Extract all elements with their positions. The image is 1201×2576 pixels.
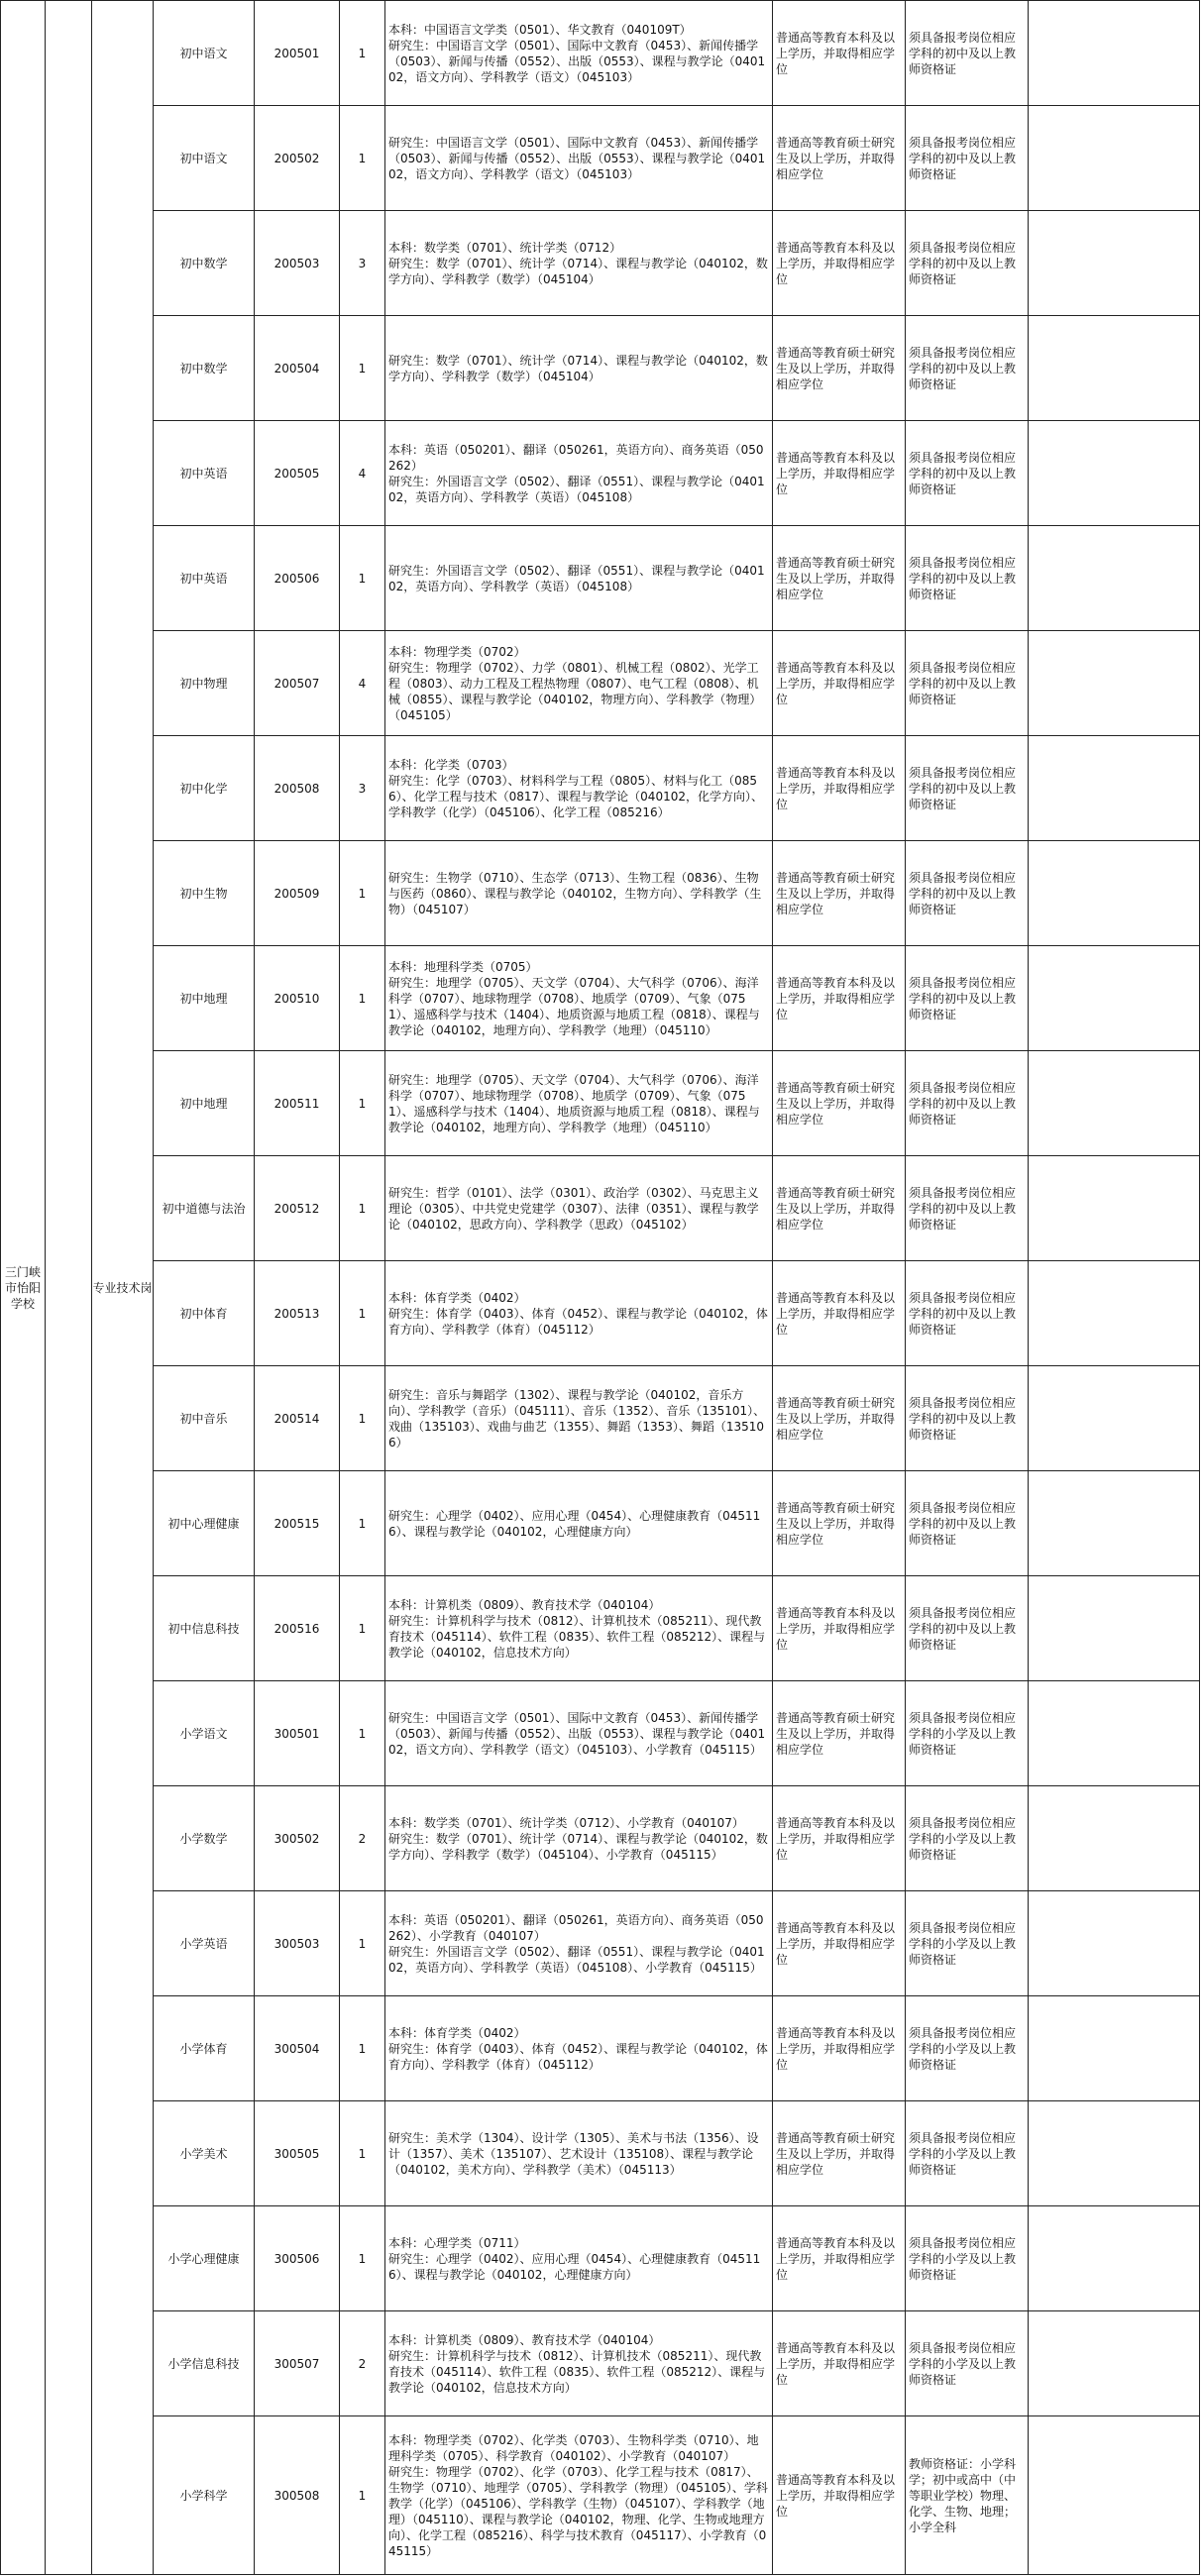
remarks-cell (1029, 316, 1200, 421)
table-row (1, 1366, 1200, 1471)
table-row (1, 421, 1200, 526)
major-requirement-cell: 本科：英语（050201）、翻译（050261，英语方向）、商务英语（050262） 研究生：外国语言文学（0502）、翻译（0551）、课程与教学论（040102，英语方向）、学科教学（英语）（045108） (385, 421, 773, 526)
table-row (1, 2416, 1200, 2575)
education-requirement-cell: 普通高等教育本科及以上学历，并取得相应学位 (773, 2311, 906, 2416)
education-requirement-cell: 普通高等教育硕士研究生及以上学历，并取得相应学位 (773, 106, 906, 211)
subject-cell: 小学英语 (154, 1891, 255, 1996)
post-code-cell: 300508 (255, 2416, 340, 2575)
education-requirement-cell: 普通高等教育硕士研究生及以上学历，并取得相应学位 (773, 1366, 906, 1471)
post-code-cell: 300504 (255, 1996, 340, 2101)
subject-cell: 小学数学 (154, 1786, 255, 1891)
subject-cell: 小学体育 (154, 1996, 255, 2101)
education-requirement-cell: 普通高等教育硕士研究生及以上学历，并取得相应学位 (773, 2101, 906, 2206)
other-requirement-cell: 须具备报考岗位相应学科的初中及以上教师资格证 (906, 736, 1029, 841)
post-code-cell: 200502 (255, 106, 340, 211)
major-requirement-cell: 研究生：中国语言文学（0501）、国际中文教育（0453）、新闻传播学（0503）、新闻与传播（0552）、出版（0553）、课程与教学论（040102，语文方向）、学科教学（语文）（045103） (385, 106, 773, 211)
post-code-cell: 300506 (255, 2206, 340, 2311)
other-requirement-cell: 须具备报考岗位相应学科的初中及以上教师资格证 (906, 1051, 1029, 1156)
post-code-cell: 200506 (255, 526, 340, 631)
headcount-cell: 1 (340, 1156, 385, 1261)
subject-cell: 小学科学 (154, 2416, 255, 2575)
remarks-cell (1029, 1051, 1200, 1156)
major-requirement-cell: 本科：数学类（0701）、统计学类（0712）、小学教育（040107） 研究生：数学（0701）、统计学（0714）、课程与教学论（040102，数学方向）、学科教学（数学）（045104）、小学教育（045115） (385, 1786, 773, 1891)
headcount-cell: 2 (340, 2311, 385, 2416)
headcount-cell: 1 (340, 841, 385, 946)
blank-cell (46, 1, 92, 2575)
other-requirement-cell: 须具备报考岗位相应学科的小学及以上教师资格证 (906, 2311, 1029, 2416)
subject-cell: 小学心理健康 (154, 2206, 255, 2311)
remarks-cell (1029, 421, 1200, 526)
remarks-cell (1029, 841, 1200, 946)
major-requirement-cell: 研究生：中国语言文学（0501）、国际中文教育（0453）、新闻传播学（0503）、新闻与传播（0552）、出版（0553）、课程与教学论（040102，语文方向）、学科教学（语文）（045103）、小学教育（045115） (385, 1681, 773, 1786)
table-row (1, 2311, 1200, 2416)
other-requirement-cell: 须具备报考岗位相应学科的初中及以上教师资格证 (906, 1156, 1029, 1261)
table-row (1, 1471, 1200, 1576)
remarks-cell (1029, 1786, 1200, 1891)
post-code-cell: 300507 (255, 2311, 340, 2416)
remarks-cell (1029, 1, 1200, 106)
headcount-cell: 1 (340, 106, 385, 211)
table-row (1, 526, 1200, 631)
remarks-cell (1029, 106, 1200, 211)
education-requirement-cell: 普通高等教育本科及以上学历，并取得相应学位 (773, 946, 906, 1051)
major-requirement-cell: 本科：体育学类（0402） 研究生：体育学（0403）、体育（0452）、课程与教学论（040102，体育方向）、学科教学（体育）（045112） (385, 1996, 773, 2101)
other-requirement-cell: 须具备报考岗位相应学科的小学及以上教师资格证 (906, 1996, 1029, 2101)
subject-cell: 初中体育 (154, 1261, 255, 1366)
major-requirement-cell: 本科：计算机类（0809）、教育技术学（040104） 研究生：计算机科学与技术（0812）、计算机技术（085211）、现代教育技术（045114）、软件工程（0835）、软件工程（085212）、课程与教学论（040102，信息技术方向） (385, 1576, 773, 1681)
other-requirement-cell: 须具备报考岗位相应学科的初中及以上教师资格证 (906, 106, 1029, 211)
post-code-cell: 300502 (255, 1786, 340, 1891)
major-requirement-cell: 本科：化学类（0703） 研究生：化学（0703）、材料科学与工程（0805）、材料与化工（0856）、化学工程与技术（0817）、课程与教学论（040102，化学方向）、学科教学（化学）（045106）、化学工程（085216） (385, 736, 773, 841)
education-requirement-cell: 普通高等教育本科及以上学历，并取得相应学位 (773, 736, 906, 841)
education-requirement-cell: 普通高等教育本科及以上学历，并取得相应学位 (773, 1261, 906, 1366)
table-row (1, 1996, 1200, 2101)
post-code-cell: 200509 (255, 841, 340, 946)
subject-cell: 小学语文 (154, 1681, 255, 1786)
headcount-cell: 4 (340, 631, 385, 736)
education-requirement-cell: 普通高等教育本科及以上学历，并取得相应学位 (773, 2206, 906, 2311)
major-requirement-cell: 本科：计算机类（0809）、教育技术学（040104） 研究生：计算机科学与技术（0812）、计算机技术（085211）、现代教育技术（045114）、软件工程（0835）、软件工程（085212）、课程与教学论（040102，信息技术方向） (385, 2311, 773, 2416)
major-requirement-cell: 研究生：外国语言文学（0502）、翻译（0551）、课程与教学论（040102，英语方向）、学科教学（英语）（045108） (385, 526, 773, 631)
major-requirement-cell: 研究生：地理学（0705）、天文学（0704）、大气科学（0706）、海洋科学（0707）、地球物理学（0708）、地质学（0709）、气象（0751）、遥感科学与技术（1404）、地质资源与地质工程（0818）、课程与教学论（040102，地理方向）、学科教学（地理）（045110） (385, 1051, 773, 1156)
headcount-cell: 1 (340, 2206, 385, 2311)
other-requirement-cell: 须具备报考岗位相应学科的小学及以上教师资格证 (906, 2206, 1029, 2311)
subject-cell: 初中道德与法治 (154, 1156, 255, 1261)
headcount-cell: 1 (340, 1, 385, 106)
other-requirement-cell: 须具备报考岗位相应学科的初中及以上教师资格证 (906, 946, 1029, 1051)
unit-name-cell: 三门峡市怡阳学校 (1, 1, 46, 2575)
other-requirement-cell: 须具备报考岗位相应学科的初中及以上教师资格证 (906, 631, 1029, 736)
post-code-cell: 300503 (255, 1891, 340, 1996)
education-requirement-cell: 普通高等教育本科及以上学历，并取得相应学位 (773, 2416, 906, 2575)
post-code-cell: 200510 (255, 946, 340, 1051)
post-code-cell: 200508 (255, 736, 340, 841)
other-requirement-cell: 须具备报考岗位相应学科的小学及以上教师资格证 (906, 1786, 1029, 1891)
post-code-cell: 200516 (255, 1576, 340, 1681)
headcount-cell: 1 (340, 946, 385, 1051)
table-row (1, 1261, 1200, 1366)
major-requirement-cell: 研究生：数学（0701）、统计学（0714）、课程与教学论（040102，数学方向）、学科教学（数学）（045104） (385, 316, 773, 421)
other-requirement-cell: 须具备报考岗位相应学科的初中及以上教师资格证 (906, 841, 1029, 946)
remarks-cell (1029, 1576, 1200, 1681)
remarks-cell (1029, 211, 1200, 316)
table-row (1, 106, 1200, 211)
major-requirement-cell: 研究生：哲学（0101）、法学（0301）、政治学（0302）、马克思主义理论（0305）、中共党史党建学（0307）、法律（0351）、课程与教学论（040102，思政方向）、学科教学（思政）（045102） (385, 1156, 773, 1261)
education-requirement-cell: 普通高等教育硕士研究生及以上学历，并取得相应学位 (773, 1471, 906, 1576)
post-code-cell: 200515 (255, 1471, 340, 1576)
subject-cell: 初中数学 (154, 211, 255, 316)
subject-cell: 初中音乐 (154, 1366, 255, 1471)
subject-cell: 初中物理 (154, 631, 255, 736)
table-row (1, 631, 1200, 736)
subject-cell: 初中语文 (154, 1, 255, 106)
other-requirement-cell: 须具备报考岗位相应学科的初中及以上教师资格证 (906, 1261, 1029, 1366)
major-requirement-cell: 本科：心理学类（0711） 研究生：心理学（0402）、应用心理（0454）、心理健康教育（045116）、课程与教学论（040102，心理健康方向） (385, 2206, 773, 2311)
headcount-cell: 1 (340, 1366, 385, 1471)
table-row (1, 2101, 1200, 2206)
education-requirement-cell: 普通高等教育本科及以上学历，并取得相应学位 (773, 1996, 906, 2101)
other-requirement-cell: 须具备报考岗位相应学科的小学及以上教师资格证 (906, 1681, 1029, 1786)
post-category-cell: 专业技术岗 (92, 1, 154, 2575)
headcount-cell: 1 (340, 1891, 385, 1996)
subject-cell: 初中生物 (154, 841, 255, 946)
subject-cell: 初中英语 (154, 526, 255, 631)
remarks-cell (1029, 1996, 1200, 2101)
post-code-cell: 200504 (255, 316, 340, 421)
remarks-cell (1029, 631, 1200, 736)
subject-cell: 初中地理 (154, 1051, 255, 1156)
remarks-cell (1029, 1156, 1200, 1261)
post-code-cell: 200511 (255, 1051, 340, 1156)
major-requirement-cell: 本科：英语（050201）、翻译（050261，英语方向）、商务英语（050262）、小学教育（040107） 研究生：外国语言文学（0502）、翻译（0551）、课程与教学论（040102，英语方向）、学科教学（英语）（045108）、小学教育（045115） (385, 1891, 773, 1996)
post-code-cell: 200513 (255, 1261, 340, 1366)
major-requirement-cell: 本科：地理科学类（0705） 研究生：地理学（0705）、天文学（0704）、大气科学（0706）、海洋科学（0707）、地球物理学（0708）、地质学（0709）、气象（0751）、遥感科学与技术（1404）、地质资源与地质工程（0818）、课程与教学论（040102，地理方向）、学科教学（地理）（045110） (385, 946, 773, 1051)
education-requirement-cell: 普通高等教育硕士研究生及以上学历，并取得相应学位 (773, 1051, 906, 1156)
other-requirement-cell: 须具备报考岗位相应学科的初中及以上教师资格证 (906, 1, 1029, 106)
post-code-cell: 300501 (255, 1681, 340, 1786)
education-requirement-cell: 普通高等教育本科及以上学历，并取得相应学位 (773, 1, 906, 106)
headcount-cell: 1 (340, 1576, 385, 1681)
headcount-cell: 1 (340, 1051, 385, 1156)
other-requirement-cell: 须具备报考岗位相应学科的初中及以上教师资格证 (906, 211, 1029, 316)
table-row (1, 1, 1200, 106)
headcount-cell: 4 (340, 421, 385, 526)
table-row (1, 1576, 1200, 1681)
remarks-cell (1029, 2416, 1200, 2575)
remarks-cell (1029, 736, 1200, 841)
major-requirement-cell: 研究生：心理学（0402）、应用心理（0454）、心理健康教育（045116）、课程与教学论（040102，心理健康方向） (385, 1471, 773, 1576)
remarks-cell (1029, 2101, 1200, 2206)
table-row (1, 1891, 1200, 1996)
subject-cell: 初中语文 (154, 106, 255, 211)
table-row (1, 1051, 1200, 1156)
major-requirement-cell: 本科：物理学类（0702）、化学类（0703）、生物科学类（0710）、地理科学类（0705）、科学教育（040102）、小学教育（040107） 研究生：物理学（0702）、化学（0703）、化学工程与技术（0817）、生物学（0710）、地理学（0705）、学科教学（物理）（045105）、学科教学（化学）（045106）、学科教学（生物）（045107）、学科教学（地理）（045110）、课程与教学论（040102，物理、化学、生物或地理方向）、化学工程（085216）、科学与技术教育（045117）、小学教育（045115） (385, 2416, 773, 2575)
subject-cell: 小学美术 (154, 2101, 255, 2206)
other-requirement-cell: 须具备报考岗位相应学科的初中及以上教师资格证 (906, 1366, 1029, 1471)
table-row (1, 841, 1200, 946)
subject-cell: 初中化学 (154, 736, 255, 841)
remarks-cell (1029, 1366, 1200, 1471)
subject-cell: 初中信息科技 (154, 1576, 255, 1681)
major-requirement-cell: 研究生：生物学（0710）、生态学（0713）、生物工程（0836）、生物与医药（0860）、课程与教学论（040102，生物方向）、学科教学（生物）（045107） (385, 841, 773, 946)
headcount-cell: 1 (340, 1261, 385, 1366)
remarks-cell (1029, 1471, 1200, 1576)
education-requirement-cell: 普通高等教育本科及以上学历，并取得相应学位 (773, 421, 906, 526)
remarks-cell (1029, 946, 1200, 1051)
post-code-cell: 200514 (255, 1366, 340, 1471)
other-requirement-cell: 须具备报考岗位相应学科的初中及以上教师资格证 (906, 526, 1029, 631)
major-requirement-cell: 本科：物理学类（0702） 研究生：物理学（0702）、力学（0801）、机械工程（0802）、光学工程（0803）、动力工程及工程热物理（0807）、电气工程（0808）、机械（0855）、课程与教学论（040102，物理方向）、学科教学（物理）（045105） (385, 631, 773, 736)
remarks-cell (1029, 2206, 1200, 2311)
education-requirement-cell: 普通高等教育硕士研究生及以上学历，并取得相应学位 (773, 526, 906, 631)
other-requirement-cell: 教师资格证：小学科学；初中或高中（中等职业学校）物理、化学、生物、地理；小学全科 (906, 2416, 1029, 2575)
education-requirement-cell: 普通高等教育硕士研究生及以上学历，并取得相应学位 (773, 841, 906, 946)
post-code-cell: 200501 (255, 1, 340, 106)
other-requirement-cell: 须具备报考岗位相应学科的初中及以上教师资格证 (906, 1576, 1029, 1681)
major-requirement-cell: 研究生：音乐与舞蹈学（1302）、课程与教学论（040102，音乐方向）、学科教学（音乐）（045111）、音乐（1352）、音乐（135101）、戏曲（135103）、戏曲与曲艺（1355）、舞蹈（1353）、舞蹈（135106） (385, 1366, 773, 1471)
post-code-cell: 200512 (255, 1156, 340, 1261)
post-code-cell: 200505 (255, 421, 340, 526)
other-requirement-cell: 须具备报考岗位相应学科的小学及以上教师资格证 (906, 2101, 1029, 2206)
table-row (1, 946, 1200, 1051)
education-requirement-cell: 普通高等教育硕士研究生及以上学历，并取得相应学位 (773, 1156, 906, 1261)
table-body (1, 1, 1200, 2575)
headcount-cell: 3 (340, 211, 385, 316)
subject-cell: 初中地理 (154, 946, 255, 1051)
remarks-cell (1029, 1681, 1200, 1786)
other-requirement-cell: 须具备报考岗位相应学科的小学及以上教师资格证 (906, 1891, 1029, 1996)
post-code-cell: 200503 (255, 211, 340, 316)
table-row (1, 1786, 1200, 1891)
headcount-cell: 3 (340, 736, 385, 841)
major-requirement-cell: 研究生：美术学（1304）、设计学（1305）、美术与书法（1356）、设计（1357）、美术（135107）、艺术设计（135108）、课程与教学论（040102，美术方向）、学科教学（美术）（045113） (385, 2101, 773, 2206)
table-row (1, 736, 1200, 841)
education-requirement-cell: 普通高等教育本科及以上学历，并取得相应学位 (773, 1891, 906, 1996)
table-row (1, 316, 1200, 421)
headcount-cell: 1 (340, 526, 385, 631)
education-requirement-cell: 普通高等教育硕士研究生及以上学历，并取得相应学位 (773, 1681, 906, 1786)
education-requirement-cell: 普通高等教育本科及以上学历，并取得相应学位 (773, 1786, 906, 1891)
other-requirement-cell: 须具备报考岗位相应学科的初中及以上教师资格证 (906, 421, 1029, 526)
subject-cell: 初中数学 (154, 316, 255, 421)
remarks-cell (1029, 2311, 1200, 2416)
post-code-cell: 200507 (255, 631, 340, 736)
subject-cell: 初中心理健康 (154, 1471, 255, 1576)
subject-cell: 小学信息科技 (154, 2311, 255, 2416)
remarks-cell (1029, 1261, 1200, 1366)
headcount-cell: 1 (340, 1681, 385, 1786)
education-requirement-cell: 普通高等教育本科及以上学历，并取得相应学位 (773, 631, 906, 736)
table-row (1, 211, 1200, 316)
headcount-cell: 1 (340, 1471, 385, 1576)
headcount-cell: 1 (340, 2101, 385, 2206)
subject-cell: 初中英语 (154, 421, 255, 526)
major-requirement-cell: 本科：体育学类（0402） 研究生：体育学（0403）、体育（0452）、课程与教学论（040102，体育方向）、学科教学（体育）（045112） (385, 1261, 773, 1366)
other-requirement-cell: 须具备报考岗位相应学科的初中及以上教师资格证 (906, 316, 1029, 421)
other-requirement-cell: 须具备报考岗位相应学科的初中及以上教师资格证 (906, 1471, 1029, 1576)
headcount-cell: 1 (340, 2416, 385, 2575)
headcount-cell: 1 (340, 316, 385, 421)
remarks-cell (1029, 526, 1200, 631)
education-requirement-cell: 普通高等教育本科及以上学历，并取得相应学位 (773, 211, 906, 316)
major-requirement-cell: 本科：数学类（0701）、统计学类（0712） 研究生：数学（0701）、统计学（0714）、课程与教学论（040102，数学方向）、学科教学（数学）（045104） (385, 211, 773, 316)
education-requirement-cell: 普通高等教育硕士研究生及以上学历，并取得相应学位 (773, 316, 906, 421)
table-row (1, 1681, 1200, 1786)
remarks-cell (1029, 1891, 1200, 1996)
headcount-cell: 1 (340, 1996, 385, 2101)
table-row (1, 2206, 1200, 2311)
major-requirement-cell: 本科：中国语言文学类（0501）、华文教育（040109T） 研究生：中国语言文学（0501）、国际中文教育（0453）、新闻传播学（0503）、新闻与传播（0552）、出版（0553）、课程与教学论（040102，语文方向）、学科教学（语文）（045103） (385, 1, 773, 106)
headcount-cell: 2 (340, 1786, 385, 1891)
table-row (1, 1156, 1200, 1261)
post-code-cell: 300505 (255, 2101, 340, 2206)
education-requirement-cell: 普通高等教育本科及以上学历，并取得相应学位 (773, 1576, 906, 1681)
